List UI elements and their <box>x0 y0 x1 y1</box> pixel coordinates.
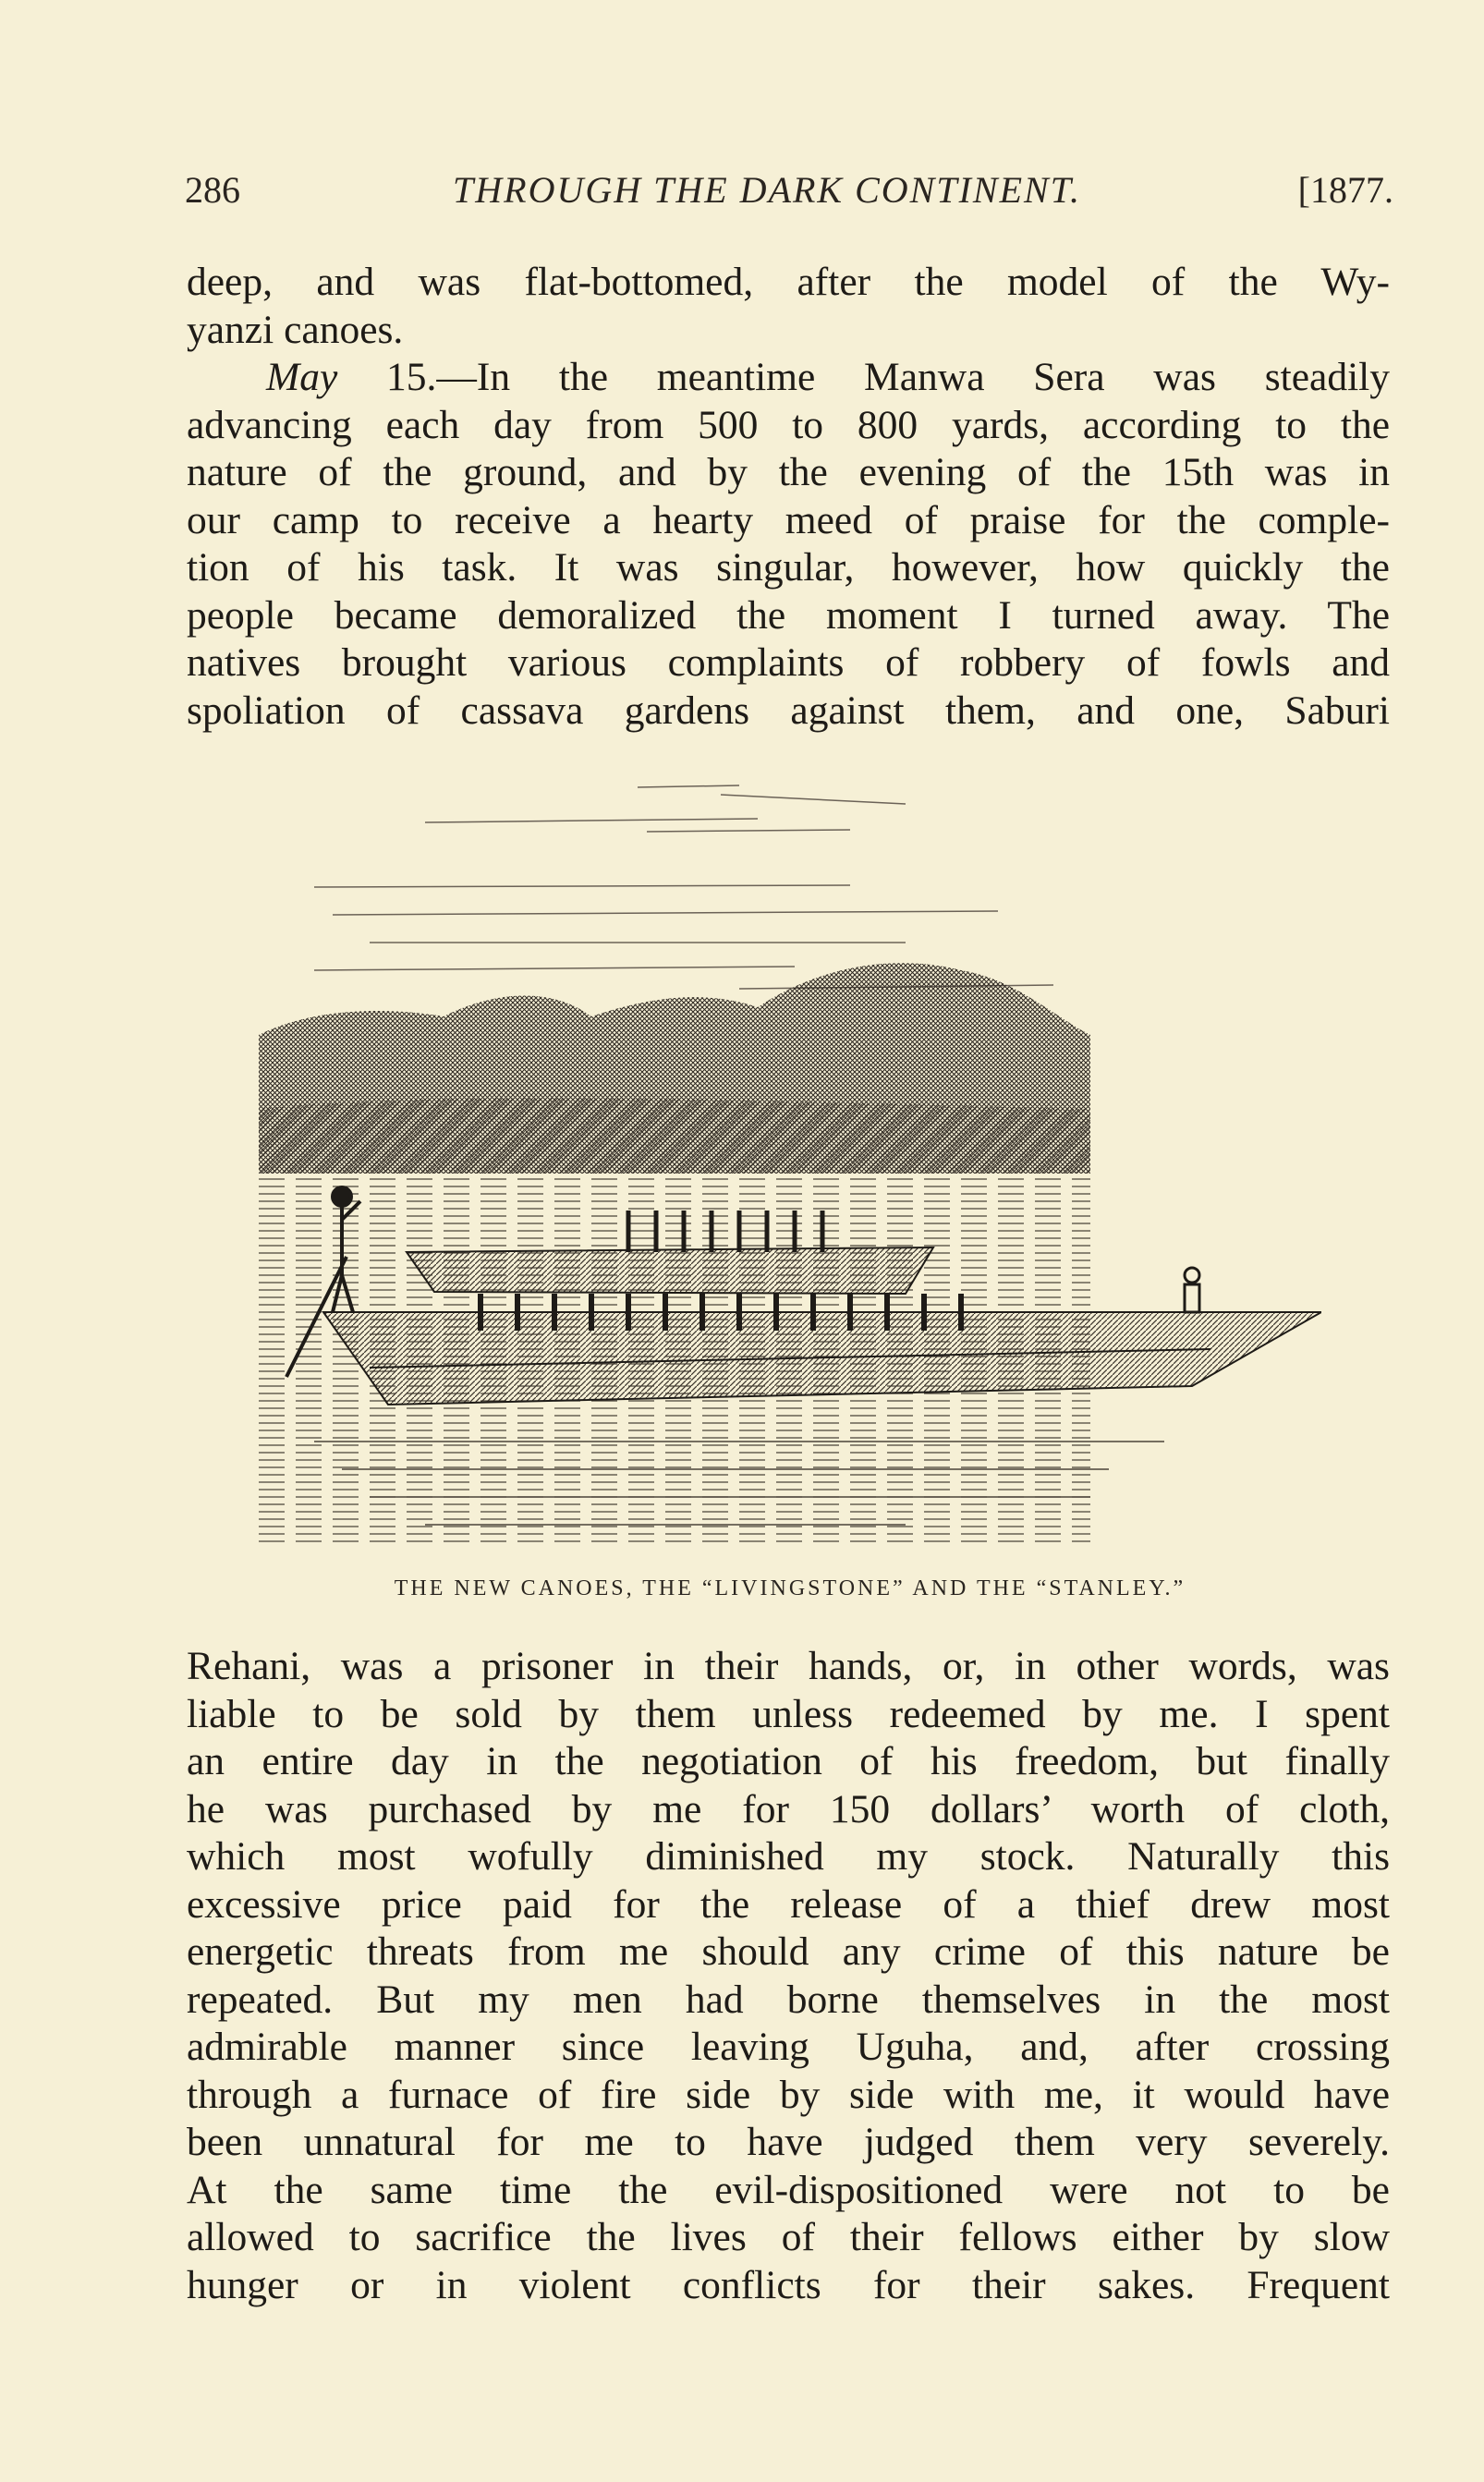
text-line: natives brought various complaints of robbery of fowls and <box>187 640 1390 685</box>
text-line: Rehani, was a prisoner in their hands, or, in other words, was <box>187 1644 1390 1688</box>
text-line: through a furnace of fire side by side with me, it would have <box>187 2072 1390 2117</box>
text-line: repeated. But my men had borne themselves in the most <box>187 1977 1390 2022</box>
running-header <box>185 168 1393 224</box>
canoe-stanley <box>407 1247 933 1294</box>
figure-caption: THE NEW CANOES, THE “LIVINGSTONE” AND THE “STANLEY.” <box>394 1576 1186 1600</box>
text-line: an entire day in the negotiation of his freedom, but finally <box>187 1739 1390 1783</box>
text-line: deep, and was flat-bottomed, after the model of the Wy- <box>187 260 1390 304</box>
running-title: THROUGH THE DARK CONTINENT. <box>453 169 1081 211</box>
text-line: yanzi canoes. <box>187 307 404 352</box>
text-line: he was purchased by me for 150 dollars’ worth of cloth, <box>187 1786 1390 1831</box>
text-line: advancing each day from 500 to 800 yards, according to the <box>187 402 1390 447</box>
canoes-engraving <box>259 776 1321 1552</box>
text-line: excessive price paid for the release of a thief drew most <box>187 1881 1390 1927</box>
text-line: At the same time the evil-dispositioned were not to be <box>187 2167 1390 2212</box>
text-line: tion of his task. It was singular, however, how quickly the <box>187 545 1390 590</box>
text-line: people became demoralized the moment I turned away. The <box>187 592 1390 638</box>
sky-lines <box>314 785 1053 989</box>
paragraph-top <box>187 259 1390 735</box>
page-number: 286 <box>185 169 240 211</box>
paragraph-bottom <box>187 1643 1390 2309</box>
text-line-rest: 15.—In the meantime Manwa Sera was steadily <box>386 355 1390 399</box>
stern-figure <box>1185 1268 1199 1312</box>
text-line: nature of the ground, and by the evening of the 15th was in <box>187 450 1390 494</box>
text-line: admirable manner since leaving Uguha, and, after crossing <box>187 2025 1390 2069</box>
text-line: allowed to sacrifice the lives of their fellows either by slow <box>187 2215 1390 2259</box>
text-line: hunger or in violent conflicts for their sakes. Frequent <box>187 2262 1390 2307</box>
text-line: energetic threats from me should any crime of this nature be <box>187 1929 1390 1974</box>
text-line: our camp to receive a hearty meed of praise for the comple- <box>187 497 1390 542</box>
running-year: [1877. <box>1297 169 1393 211</box>
text-line: spoliation of cassava gardens against them, and one, Saburi <box>187 687 1390 733</box>
text-line: liable to be sold by them unless redeemed by me. I spent <box>187 1691 1390 1736</box>
date-label: May <box>266 355 338 399</box>
text-line: which most wofully diminished my stock. Naturally this <box>187 1834 1390 1879</box>
text-line <box>187 354 1390 402</box>
text-line: been unnatural for me to have judged them very severely. <box>187 2120 1390 2164</box>
